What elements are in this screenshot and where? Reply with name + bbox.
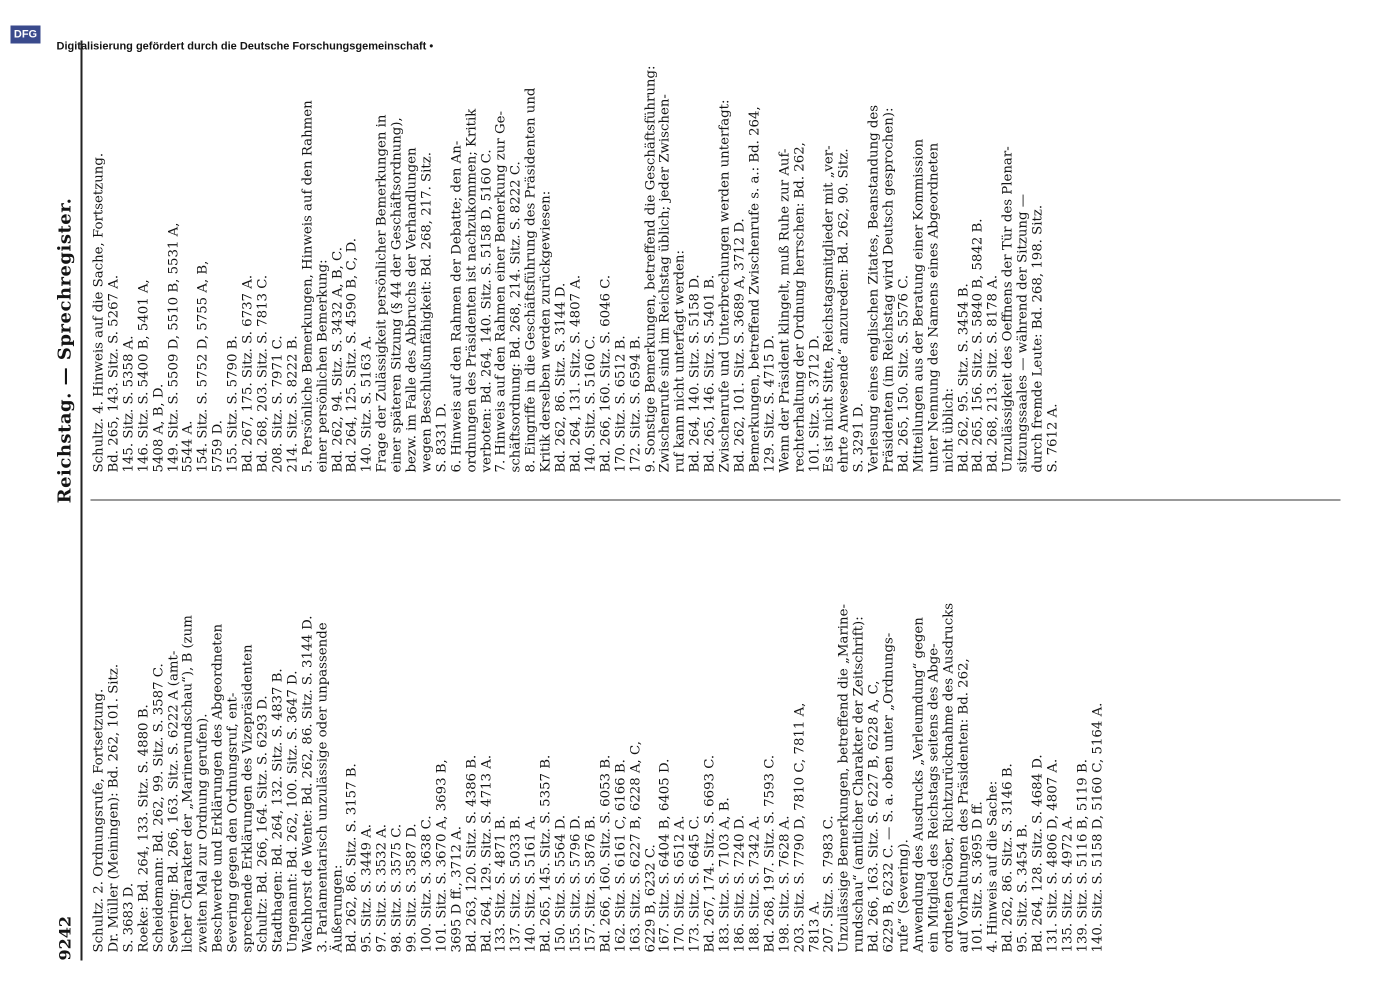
text-line: einer persönlichen Bemerkung: [314,258,330,472]
text-line: 140. Sitz. S. 5163 A. [359,335,375,472]
text-line: ordnungen des Präsidenten ist nachzukommen; Kritik [463,108,479,472]
text-line: 7. Hinweis auf den Rahmen einer Bemerkung zur Ge- [493,110,509,472]
text-line: 4. Hinweis auf die Sache: [985,780,1001,952]
text-line: Wachhorst de Wente: Bd. 262, 86. Sitz. S. 3144 D. [299,615,315,952]
text-line: 207. Sitz. S. 7983 C. [821,814,837,952]
right-column [92,32,1061,472]
text-line: 183. Sitz. S. 7103 A, B. [717,796,733,952]
text-line: 5. Persönliche Bemerkungen, Hinweis auf den Rahmen [299,99,315,472]
text-line: sitzungssaales — während der Sitzung — [1015,193,1031,472]
text-line: nicht üblich: [940,387,956,472]
text-line: S. 3291 D. [851,402,867,472]
text-line: Dr. Müller (Meiningen): Bd. 262, 101. Sitz. [105,663,121,952]
text-line: Bd. 265, 145. Sitz. S. 5357 B. [538,754,554,952]
text-line: Frage der Zulässigkeit persönlicher Bemerkungen in [374,114,390,472]
text-line: 137. Sitz. S. 5033 B. [508,814,524,952]
digitization-note: Digitalisierung gefördert durch die Deutsche Forschungsgemeinschaft • [56,40,433,52]
text-line: 129. Sitz. S. 4715 D. [761,334,777,472]
text-line: 163. Sitz. S. 6227 B, 6228 A, C, [627,740,643,952]
text-line: 8. Eingriffe in die Geschäftsführung des Präsidenten und [523,87,539,472]
text-line: Bd. 268, 197. Sitz. S. 7593 C. [761,754,777,952]
text-line: Schultz. 4. Hinweis auf die Sache, Fortsetzung. [91,152,106,472]
text-line: ruf kann nicht unterfagt werden: [672,249,688,472]
text-line: Bd. 262, 101. Sitz. S. 3689 A, 3712 D. [731,217,747,472]
text-line: Mitteilungen aus der Beratung einer Kommission [910,138,926,472]
left-column [92,512,1106,952]
text-line: 135. Sitz. S. 4972 A. [1059,815,1075,952]
text-line: Unzulässigkeit des Oeffnens der Tür des Plenar- [1000,145,1016,472]
text-line: 101. Sitz. S. 3670 A, 3693 B, [433,758,449,952]
text-line: 95. Sitz. S. 3449 A. [359,823,375,952]
text-line: Es ist nicht Sitte, Reichstagsmitglieder mit „ver- [821,144,837,472]
text-line: Kritik derselben werden zurückgewiesen: [538,190,554,472]
text-line: Bd. 265, 150. Sitz. S. 5576 C. [895,274,911,472]
text-line: 6229 B, 6232 C. — S. a. oben unter „Ordnungs- [881,632,897,952]
text-line: Bd. 266, 163. Sitz. S. 6227 B, 6228 A, C, [866,680,882,952]
text-line: 3695 D ff., 3712 A. [448,825,464,952]
text-line: rechterhaltung der Ordnung herrschen: Bd. 262, [791,141,807,472]
text-line: Bd. 262, 94. Sitz. S. 3432 A, B, C. [329,246,345,472]
text-line: schäftsordnung: Bd. 268, 214. Sitz. S. 8222 C. [508,160,524,472]
text-line: Severing gegen den Ordnungsruf, ent- [225,692,241,952]
text-line: 5759 D. [210,419,226,472]
text-line: wegen Beschlußunfähigkeit: Bd. 268, 217. Sitz. [418,151,434,472]
text-line: rufe“ (Severing). [895,838,911,952]
text-line: 170. Sitz. S. 6512 A. [672,815,688,952]
text-line: 9. Sonstige Bemerkungen, betreffend die Geschäftsführung: [642,65,658,472]
text-line: 5408 A, B, D. [150,383,166,472]
text-line: Roeke: Bd. 264, 133. Sitz. S. 4880 B. [135,703,151,952]
text-line: einer späteren Sitzung (§ 44 der Geschäftsordnung), [389,116,405,472]
text-line: Bd. 265, 143. Sitz. S. 5267 A. [105,274,121,472]
text-line: zweiten Mal zur Ordnung gerufen). [195,713,211,952]
text-line: 6. Hinweis auf den Rahmen der Debatte; den An- [448,140,464,472]
text-line: 99. Sitz. S. 3587 D. [404,822,420,952]
text-line: Bd. 267, 175. Sitz. S. 6737 A. [240,274,256,472]
text-line: Bd. 264, 129. Sitz. S. 4713 A. [478,754,494,952]
text-line: Bd. 267, 174. Sitz. S. 6693 C. [702,754,718,952]
text-line: Beschwerde und Erklärungen des Abgeordneten [210,623,226,952]
text-line: Severing: Bd. 266, 163. Sitz. S. 6222 A (amt- [165,650,181,952]
header-rule [80,40,82,960]
text-line: S. 3683 D. [120,882,136,952]
text-line: Bd. 264, 131. Sitz. S. 4807 A. [568,274,583,472]
text-line: Äußerungen: [329,864,345,952]
text-line: verboten: Bd. 264, 140. Sitz. S. 5158 D, 5160 C. [478,148,494,472]
text-line: S. 7612 A. [1045,403,1060,472]
text-line: Bd. 264, 140. Sitz. S. 5158 D. [687,273,703,472]
text-line: 101. Sitz. S. 3695 D ff. [970,800,986,952]
text-line: Bd. 263, 120. Sitz. S. 4386 B. [463,754,479,952]
text-line: auf Vorhaltungen des Präsidenten: Bd. 262, [955,657,971,952]
text-line: 186. Sitz. S. 7240 D. [731,814,747,952]
text-line: 101. Sitz. S. 3712 D. [806,334,822,472]
text-line: 162. Sitz. S. 6161 C, 6166 B. [612,758,628,952]
text-line: bezw. im Falle des Abbruchs der Verhandlungen [404,146,420,472]
text-line: 145. Sitz. S. 5358 A. [120,335,136,472]
text-line: 6229 B, 6232 C. [642,843,658,952]
text-line: 100. Sitz. S. 3638 C. [418,814,434,952]
text-line: 173. Sitz. S. 6645 C. [687,814,703,952]
text-line: Stadthagen: Bd. 264, 132. Sitz. S. 4837 B. [269,667,285,952]
text-line: ehrte Anwesende“ anzureden: Bd. 262, 90. Sitz. [836,147,852,472]
text-line: 208. Sitz. S. 7971 C. [269,334,285,472]
text-line: rundschau“ (amtlicher Charakter der Zeitschrift): [851,615,867,952]
text-line: Bd. 265, 146. Sitz. S. 5401 B. [702,274,718,472]
text-line: Verlesung eines englischen Zitates, Beanstandung des [866,104,882,472]
text-line: Bemerkungen, betreffend Zwischenrufe s. a.: Bd. 264, [746,105,762,472]
text-line: Bd. 265, 156. Sitz. S. 5840 B, 5842 B. [970,217,986,472]
text-line: ordneten Gröber, Richtzurücknahme des Ausdrucks [940,602,956,952]
text-line: Schultz. 2. Ordnungsrufe, Fortsetzung. [91,688,106,952]
text-line: Bd. 262, 86. Sitz. S. 3144 D. [553,282,569,472]
text-line: 5544 A. [180,420,196,472]
dfg-logo: DFG [10,25,40,43]
text-line: 214. Sitz. S. 8222 B. [284,334,300,472]
text-line: 98. Sitz. S. 3575 C. [389,823,405,952]
page-title: Reichstag. — Sprechregister. [54,197,75,503]
text-line: S. 8331 D. [433,402,449,472]
text-line: 155. Sitz. S. 5790 B. [225,334,241,472]
text-line: Präsidenten (im Reichstag wird Deutsch gesprochen): [881,107,897,472]
text-line: 140. Sitz. S. 5161 A. [523,815,539,952]
text-line: 198. Sitz. S. 7628 A. [776,815,792,952]
text-line: 140. Sitz. S. 5158 D, 5160 C, 5164 A. [1089,702,1105,952]
text-line: 188. Sitz. S. 7342 A. [746,815,762,952]
text-line: 167. Sitz. S. 6404 B, 6405 D. [657,758,673,952]
text-line: 154. Sitz. S. 5752 D, 5755 A, B, [195,260,211,472]
text-line: 133. Sitz. S. 4871 B. [493,814,509,952]
text-line: 139. Sitz. S. 5116 B, 5119 B. [1074,758,1090,952]
side-margin [56,36,1330,56]
text-line: 140. Sitz. S. 5160 C. [582,334,598,472]
text-line: Zwischenrufe und Unterbrechungen werden unterfagt: [717,99,733,472]
text-line: durch fremde Leute: Bd. 268, 198. Sitz. [1030,204,1046,472]
page-number: 9242 [55,915,74,960]
text-line: 95. Sitz. S. 3454 B. [1015,823,1031,952]
text-line: 172. Sitz. S. 6594 B. [627,334,643,472]
text-line: Bd. 266, 160. Sitz. S. 6046 C. [597,274,613,472]
text-line: 146. Sitz. S. 5400 B, 5401 A, [135,278,151,472]
text-line: 149. Sitz. S. 5509 D, 5510 B, 5531 A, [165,222,181,472]
text-line: Bd. 264, 128. Sitz. S. 4684 D. [1030,753,1046,952]
text-line: Bd. 268, 213. Sitz. S. 8178 A. [985,274,1001,472]
text-line: Scheidemann: Bd. 262, 99. Sitz. S. 3587 C. [150,662,166,952]
text-line: Bd. 268, 203. Sitz. S. 7813 C. [254,274,270,472]
text-line: licher Charakter der „Marinerundschau“), B (zum [180,614,196,952]
column-divider [90,499,1340,500]
text-line: Schultz: Bd. 266, 164. Sitz. S. 6293 D. [254,694,270,952]
text-line: 157. Sitz. S. 5876 B. [582,814,598,952]
text-line: Zwischenrufe sind im Reichstag üblich; jeder Zwischen- [657,93,673,472]
text-line: 203. Sitz. S. 7790 D, 7810 C, 7811 A, [791,702,807,952]
text-line: 155. Sitz. S. 5796 D. [568,814,583,952]
text-line: Wenn der Präsident klingelt, muß Ruhe zur Auf- [776,148,792,472]
text-line: 7813 A. [806,900,822,952]
text-line: Bd. 262, 86. Sitz. S. 3157 B. [344,762,360,952]
text-line: Anwendung des Ausdrucks „Verleumdung“ gegen [910,616,926,952]
text-line: Bd. 264, 125. Sitz. S. 4590 B, C, D. [344,237,360,472]
text-line: Ungenannt: Bd. 262, 100. Sitz. S. 3647 D. [284,670,300,952]
text-line: Bd. 262, 95. Sitz. S. 3454 B. [955,282,971,472]
text-line: 97. Sitz. S. 3532 A. [374,823,390,952]
text-line: Bd. 262, 86. Sitz. S. 3146 B. [1000,762,1016,952]
text-line: 131. Sitz. S. 4806 D, 4807 A. [1045,758,1060,952]
text-line: 150. Sitz. S. 5564 D. [553,814,569,952]
text-line: 170. Sitz. S. 6512 B. [612,334,628,472]
text-line: Unzulässige Bemerkungen, betreffend die „Marine- [836,603,852,952]
text-line: unter Nennung des Namens eines Abgeordneten [925,142,941,472]
text-line: ein Mitglied des Reichstags seitens des Abge- [925,642,941,952]
text-line: sprechende Erklärungen des Vizepräsidenten [240,643,256,952]
text-line: 3. Parlamentarisch unzulässige oder unpassende [314,621,330,952]
text-line: Bd. 266, 160. Sitz. S. 6053 B. [597,754,613,952]
